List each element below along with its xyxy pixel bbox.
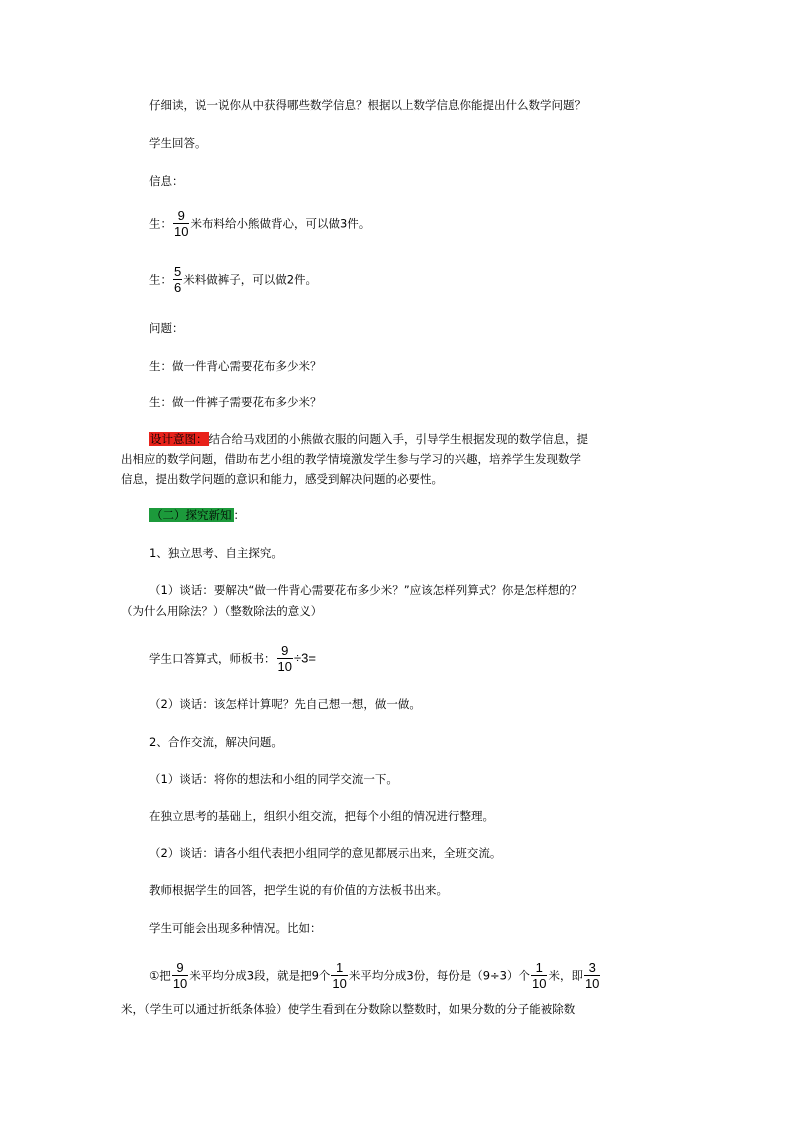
fraction-nine-tenths: $\frac{9}{10}$: [277, 643, 292, 674]
paragraph-info-pants: [149, 264, 317, 295]
paragraph-talk-1: （1）谈话：要解决“做一件背心需要花布多少米？”应该怎样列算式？你是怎样想的？: [149, 583, 583, 597]
sentence-text: 米料做裤子，可以做2件。: [183, 272, 318, 287]
section-heading-label: （二）探究新知: [151, 508, 232, 522]
paragraph-design-intent: [149, 431, 588, 447]
design-intent-text: 结合给马戏团的小熊做衣服的问题入手，引导学生根据发现的数学信息，提: [208, 432, 588, 446]
paragraph-organize: 在独立思考的基础上，组织小组交流，把每个小组的情况进行整理。: [149, 809, 494, 823]
formula-text: ÷3=: [293, 650, 316, 666]
fraction-one-tenth: $\frac{1}{10}$: [332, 960, 347, 991]
section-heading: [149, 507, 245, 523]
paragraph-step-2: 2、合作交流，解决问题。: [149, 735, 283, 749]
speaker-label: 生：: [149, 216, 172, 231]
paragraph-talk-2: （2）谈话：该怎样计算呢？先自己想一想，做一做。: [149, 697, 421, 711]
fraction-nine-tenths: $\frac{9}{10}$: [174, 208, 189, 239]
paragraph-teacher: 教师根据学生的回答，把学生说的有价值的方法板书出来。: [149, 883, 448, 897]
paragraph-design-intent-cont1: 出相应的数学问题，借助布艺小组的教学情境激发学生参与学习的兴趣，培养学生发现数学: [121, 452, 581, 466]
paragraph-board-formula: [149, 643, 316, 674]
paragraph-info-heading: 信息：: [149, 174, 184, 188]
sentence-text: 米布料给小熊做背心，可以做3件。: [190, 216, 371, 231]
paragraph-student-answer: 学生回答。: [149, 136, 207, 150]
paragraph-design-intent-cont2: 信息，提出数学问题的意识和能力，感受到解决问题的必要性。: [121, 472, 443, 486]
paragraph-info-vest: [149, 208, 370, 239]
paragraph-talk-4: （2）谈话：请各小组代表把小组同学的意见都展示出来，全班交流。: [149, 846, 502, 860]
paragraph-question-vest: 生：做一件背心需要花布多少米？: [149, 359, 322, 373]
sentence-text: ①把: [149, 968, 171, 983]
paragraph-possibilities: 学生可能会出现多种情况。比如：: [149, 921, 322, 935]
paragraph-talk-1-cont: （为什么用除法？）（整数除法的意义）: [121, 604, 323, 618]
paragraph-talk-3: （1）谈话：将你的想法和小组的同学交流一下。: [149, 772, 398, 786]
fraction-five-sixths: $\frac{5}{6}$: [174, 264, 182, 295]
sentence-text: 米，即: [548, 968, 583, 983]
sentence-text: 米平均分成3份，每份是（9÷3）个: [348, 968, 530, 983]
paragraph-step-1: 1、独立思考、自主探究。: [149, 546, 283, 560]
fraction-one-tenth: $\frac{1}{10}$: [531, 960, 547, 991]
sentence-text: 米平均分成3段，就是把9个: [189, 968, 331, 983]
fraction-nine-tenths: $\frac{9}{10}$: [172, 960, 188, 991]
fraction-three-tenths: $\frac{3}{10}$: [584, 960, 600, 991]
paragraph-prompt: 仔细读，说一说你从中获得哪些数学信息？根据以上数学信息你能提出什么数学问题？: [149, 98, 586, 112]
design-intent-label: 设计意图：: [150, 432, 208, 446]
paragraph-question-pants: 生：做一件裤子需要花布多少米？: [149, 395, 322, 409]
paragraph-method-1: [149, 960, 601, 991]
paragraph-method-1-cont: 米，（学生可以通过折纸条体验）使学生看到在分数除以整数时，如果分数的分子能被除数: [121, 1002, 576, 1016]
section-heading-colon: ：: [233, 508, 245, 522]
paragraph-question-heading: 问题：: [149, 321, 184, 335]
speaker-label: 生：: [149, 272, 172, 287]
sentence-text: 学生口答算式，师板书：: [149, 651, 276, 666]
